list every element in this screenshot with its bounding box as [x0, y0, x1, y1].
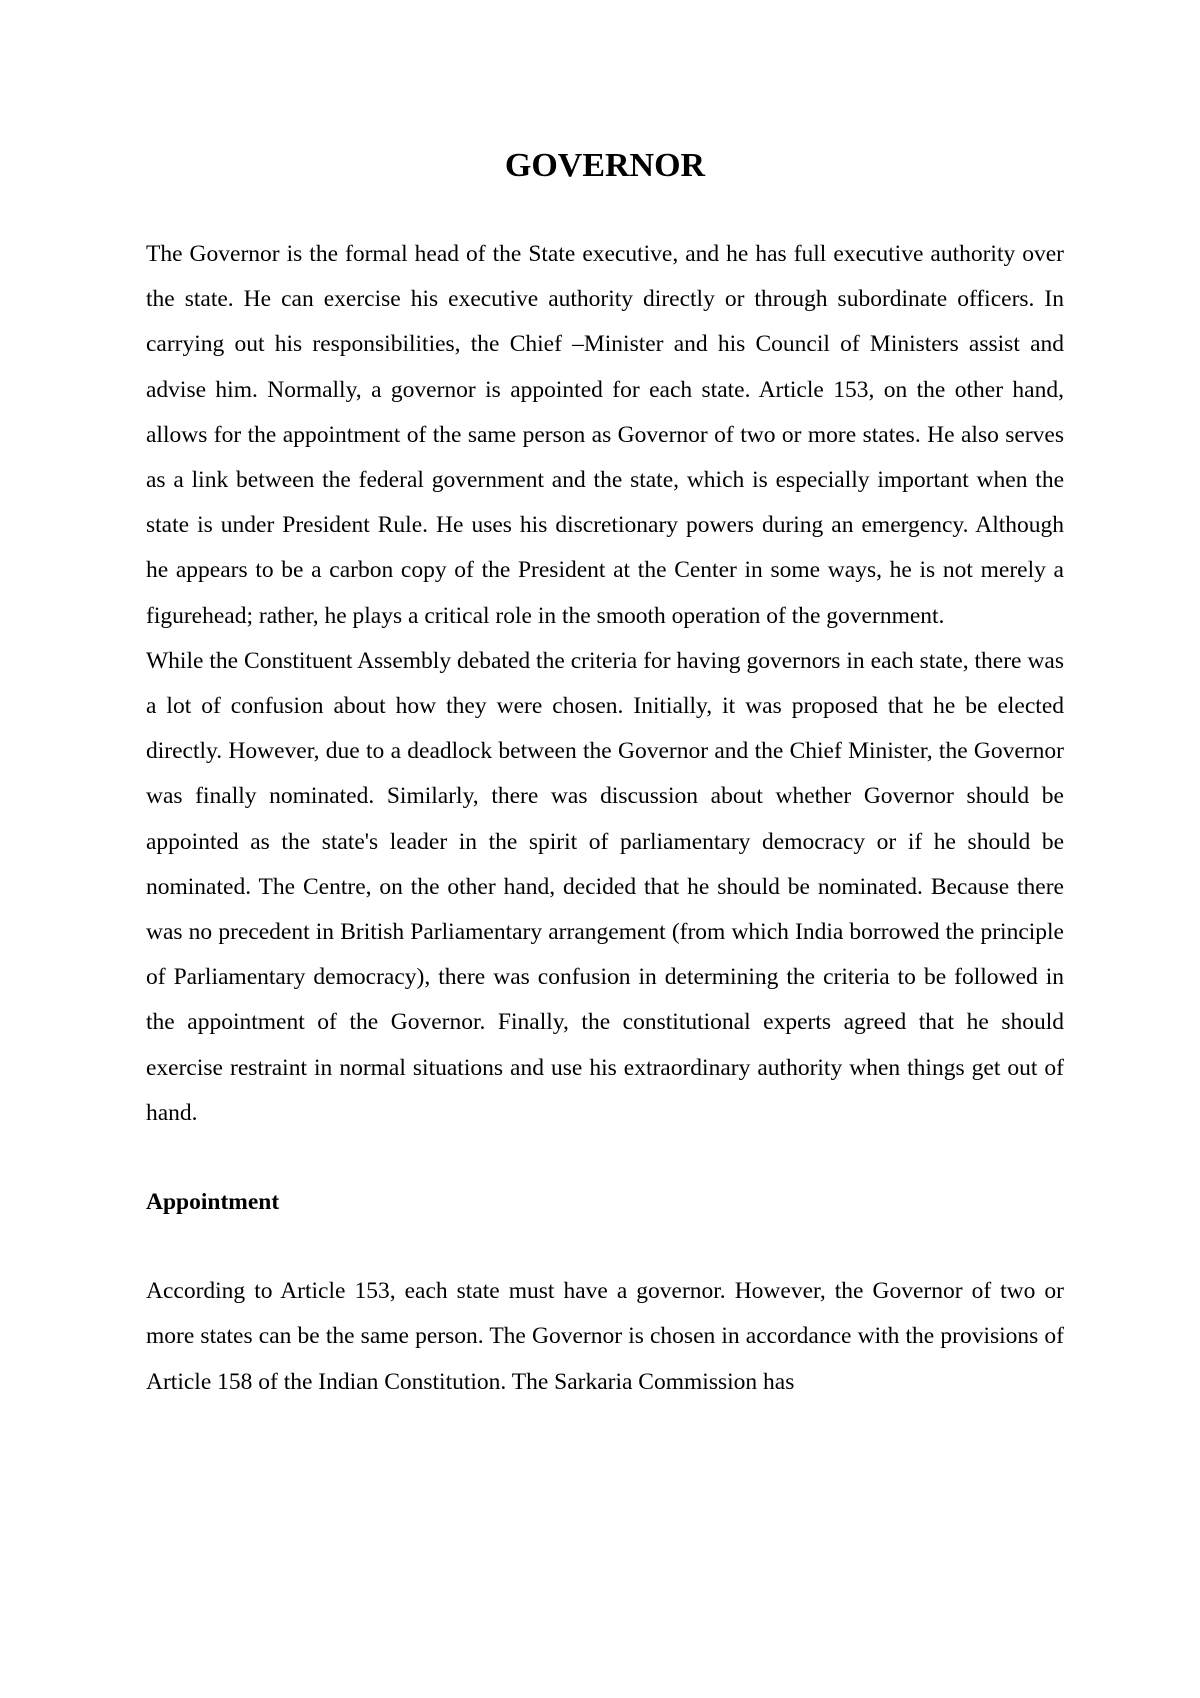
paragraph-intro: The Governor is the formal head of the State executive, and he has full executive authority over the state. He can exercise his executive authority directly or through subordinate officers. In carrying out his responsibilities, the Chief –Minister and his Council of Ministers assist and advise him. Normally, a governor is appointed for each state. Article 153, on the other hand, allows for the appointment of the same person as Governor of two or more states. He also serves as a link between the federal government and the state, which is especially important when the state is under President Rule. He uses his discretionary powers during an emergency. Although he appears to be a carbon copy of the President at the Center in some ways, he is not merely a figurehead; rather, he plays a critical role in the smooth operation of the government. [146, 241, 1064, 629]
paragraph-appointment: According to Article 153, each state must have a governor. However, the Governor of two or more states can be the same person. The Governor is chosen in accordance with the provisions of Article 158 of the Indian Constitution. The Sarkaria Commission has [146, 1278, 1064, 1395]
document-page [146, 0, 1064, 1405]
document-title: GOVERNOR [504, 147, 706, 184]
paragraph-constituent-assembly: While the Constituent Assembly debated the criteria for having governors in each state, there was a lot of confusion about how they were chosen. Initially, it was proposed that he be elected directly. However, due to a deadlock between the Governor and the Chief Minister, the Governor was finally nominated. Similarly, there was discussion about whether Governor should be appointed as the state's leader in the spirit of parliamentary democracy or if he should be nominated. The Centre, on the other hand, decided that he should be nominated. Because there was no precedent in British Parliamentary arrangement (from which India borrowed the principle of Parliamentary democracy), there was confusion in determining the criteria to be followed in the appointment of the Governor. Finally, the constitutional experts agreed that he should exercise restraint in normal situations and use his extraordinary authority when things get out of hand. [146, 647, 1064, 1126]
section-heading-appointment: Appointment [146, 1189, 280, 1216]
